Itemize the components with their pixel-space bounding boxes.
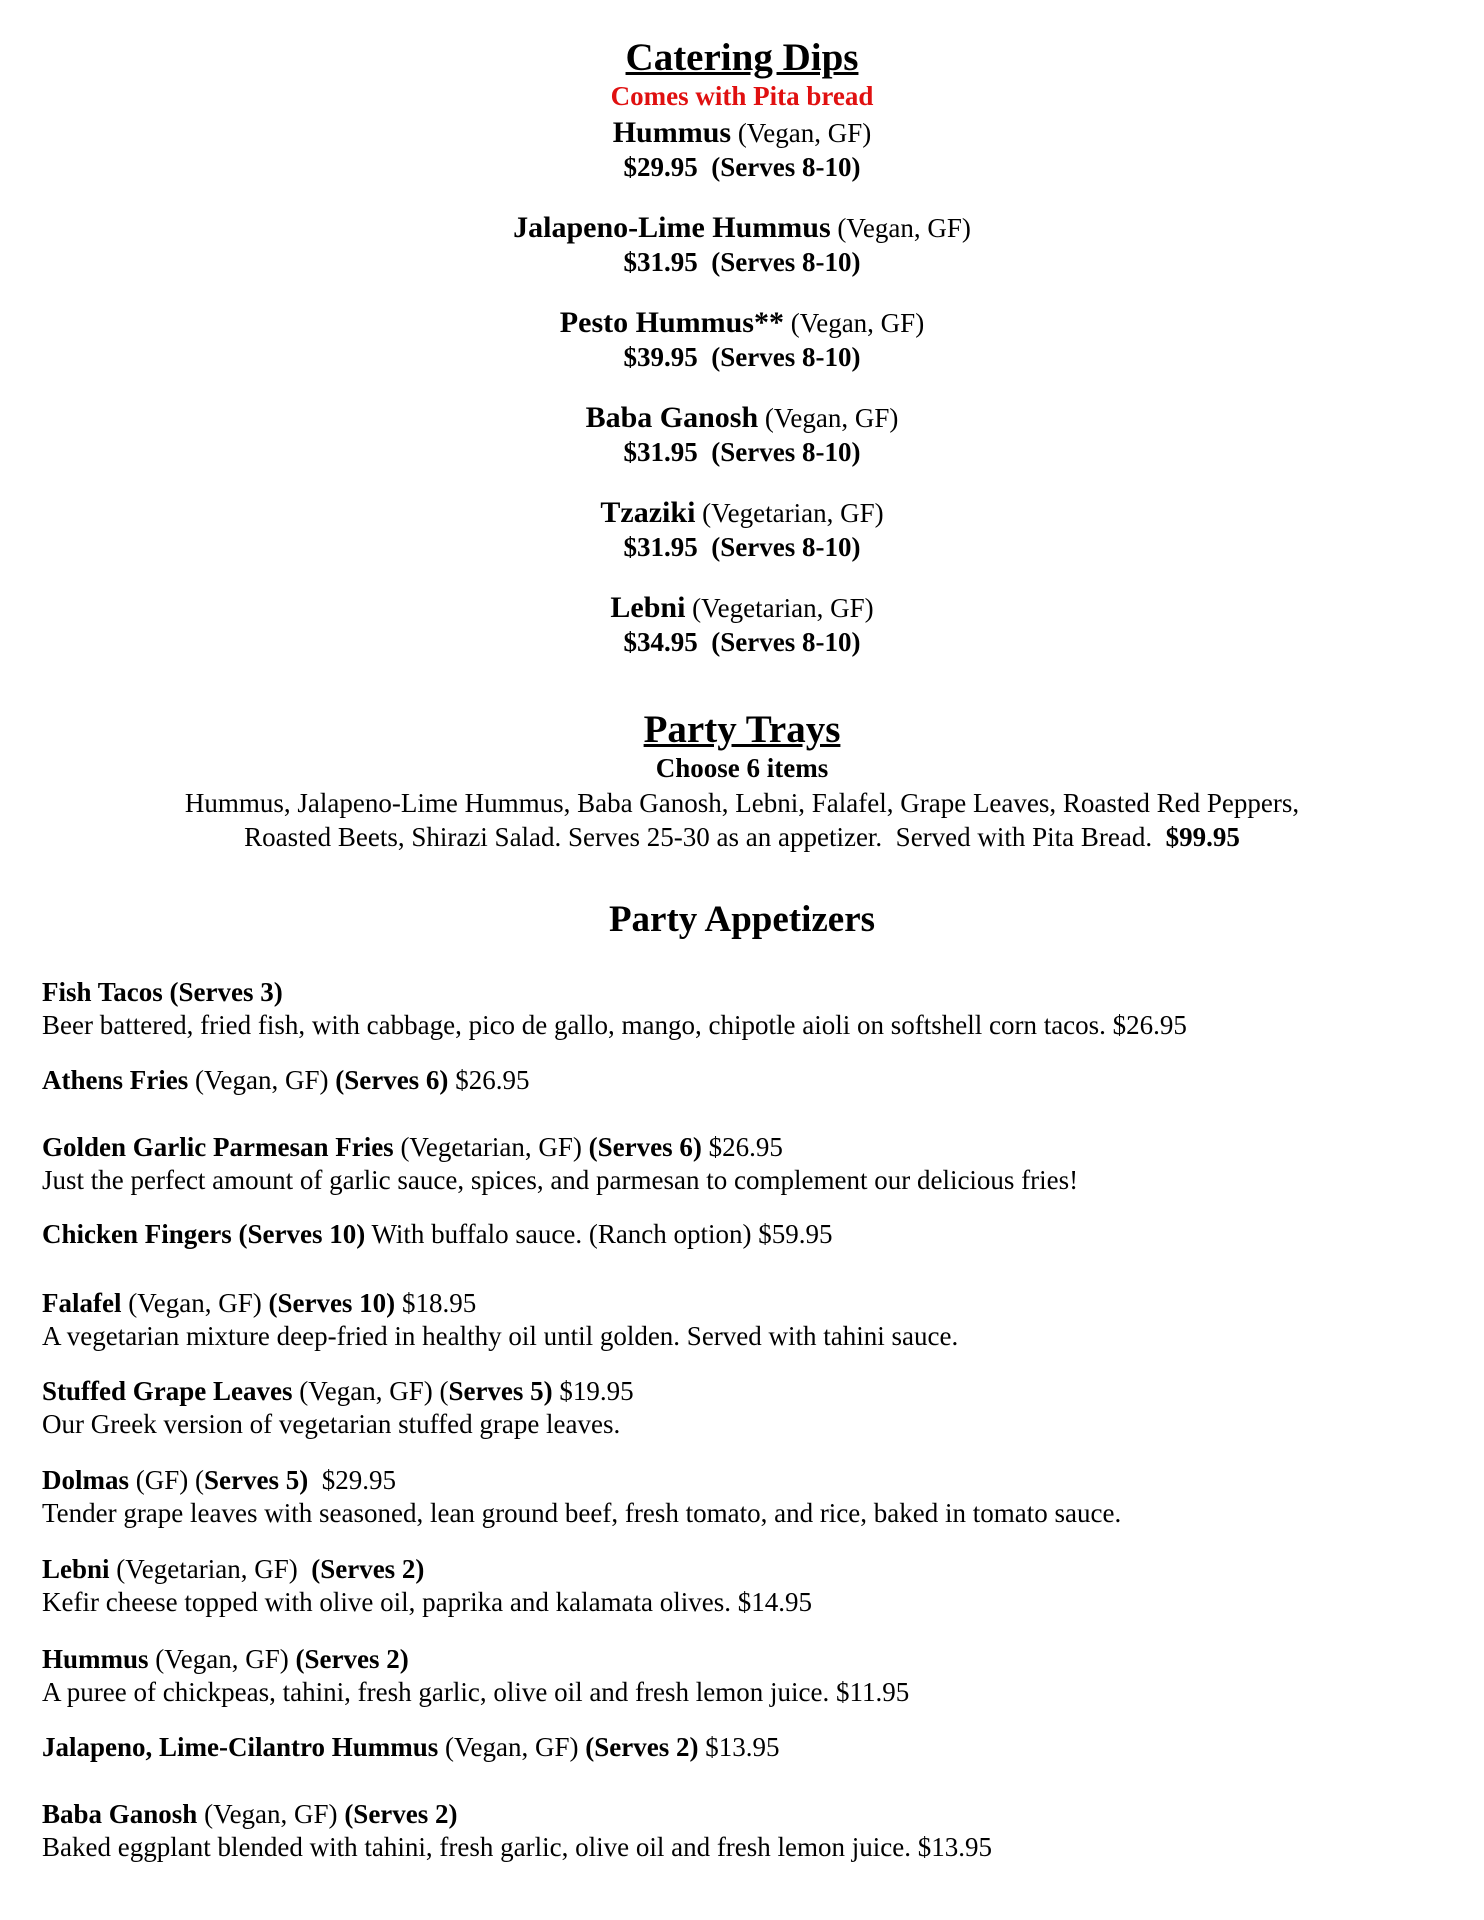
- appetizer-heading: [42, 1464, 1442, 1497]
- appetizer-description: Kefir cheese topped with olive oil, paprika and kalamata olives. $14.95: [42, 1587, 813, 1617]
- appetizer-item: [42, 1064, 1442, 1097]
- party-trays-subtitle: Choose 6 items: [655, 753, 829, 783]
- appetizer-item: [42, 1643, 1442, 1709]
- appetizer-description: Our Greek version of vegetarian stuffed grape leaves.: [42, 1409, 621, 1439]
- dip-name: Tzaziki: [600, 496, 696, 529]
- appetizer-heading-text: $13.95: [698, 1732, 780, 1762]
- appetizer-item: [42, 1131, 1442, 1197]
- appetizer-description: Beer battered, fried fish, with cabbage, pico de gallo, mango, chipotle aioli on softshell corn tacos. $26.95: [42, 1010, 1187, 1040]
- dip-name-line: [0, 400, 1484, 436]
- appetizer-heading-bold: Dolmas: [42, 1465, 129, 1495]
- appetizer-heading-bold: Hummus: [42, 1644, 149, 1674]
- dip-item: [0, 495, 1484, 563]
- party-trays-description: [120, 786, 1364, 854]
- appetizer-heading-bold: Serves 5): [448, 1376, 553, 1406]
- appetizer-heading-text: (Vegan, GF): [197, 1799, 345, 1829]
- appetizer-description: Just the perfect amount of garlic sauce, spices, and parmesan to complement our delicious fries!: [42, 1165, 1079, 1195]
- dip-name: Hummus: [612, 116, 732, 149]
- appetizer-heading-text: (Vegan, GF): [148, 1644, 296, 1674]
- dip-name-line: [0, 590, 1484, 626]
- appetizer-heading-bold: (Serves 2): [585, 1732, 699, 1762]
- dip-name-line: [0, 210, 1484, 246]
- dip-item: [0, 400, 1484, 468]
- appetizer-heading: [42, 1131, 1442, 1164]
- appetizer-heading-text: (Vegetarian, GF): [109, 1554, 312, 1584]
- appetizer-heading: [42, 1287, 1442, 1320]
- appetizer-heading-bold: (Serves 2): [344, 1799, 458, 1829]
- appetizer-heading-text: (Vegan, GF): [121, 1288, 269, 1318]
- dip-name: Baba Ganosh: [585, 401, 759, 434]
- appetizer-item: [42, 1731, 1442, 1764]
- appetizer-heading: [42, 1643, 1442, 1676]
- appetizer-item: [42, 1464, 1442, 1530]
- appetizer-heading-bold: Falafel: [42, 1288, 122, 1318]
- appetizer-heading-bold: Fish Tacos (Serves 3): [42, 977, 283, 1007]
- appetizer-item: [42, 1798, 1442, 1864]
- dip-price: $31.95 (Serves 8-10): [623, 532, 861, 562]
- dip-price: $31.95 (Serves 8-10): [623, 247, 861, 277]
- appetizer-item: [42, 976, 1442, 1042]
- dip-name-line: [0, 115, 1484, 151]
- dip-name: Jalapeno-Lime Hummus: [513, 211, 831, 244]
- appetizer-description: A puree of chickpeas, tahini, fresh garlic, olive oil and fresh lemon juice. $11.95: [42, 1677, 910, 1707]
- appetizer-heading: [42, 1375, 1442, 1408]
- dip-name-line: [0, 495, 1484, 531]
- appetizer-item: [42, 1553, 1442, 1619]
- dip-price: $34.95 (Serves 8-10): [623, 627, 861, 657]
- dip-name-line: [0, 305, 1484, 341]
- dip-price: $39.95 (Serves 8-10): [623, 342, 861, 372]
- appetizer-heading-bold: Lebni: [42, 1554, 110, 1584]
- dip-price: $31.95 (Serves 8-10): [623, 437, 861, 467]
- appetizer-heading-text: $19.95: [552, 1376, 634, 1406]
- appetizer-description: A vegetarian mixture deep-fried in healthy oil until golden. Served with tahini sauce.: [42, 1321, 959, 1351]
- dip-price: $29.95 (Serves 8-10): [623, 152, 861, 182]
- appetizer-heading-bold: (Serves 2): [295, 1644, 409, 1674]
- appetizer-heading-text: (Vegan, GF) (: [292, 1376, 449, 1406]
- appetizer-heading: [42, 1553, 1442, 1586]
- dip-tags: (Vegetarian, GF): [695, 498, 884, 528]
- appetizer-heading-bold: Golden Garlic Parmesan Fries: [42, 1132, 394, 1162]
- party-trays-title: Party Trays: [643, 708, 841, 751]
- appetizer-heading-text: (Vegan, GF): [438, 1732, 586, 1762]
- appetizer-item: [42, 1218, 1442, 1251]
- appetizer-heading-bold: (Serves 10): [268, 1288, 396, 1318]
- appetizer-heading-bold: Stuffed Grape Leaves: [42, 1376, 293, 1406]
- dip-tags: (Vegetarian, GF): [685, 593, 874, 623]
- appetizer-heading-bold: Jalapeno, Lime-Cilantro Hummus: [42, 1732, 439, 1762]
- party-trays-price: $99.95: [1165, 822, 1240, 852]
- catering-dips-title: Catering Dips: [625, 36, 859, 79]
- dip-item: [0, 305, 1484, 373]
- appetizer-heading-text: $26.95: [701, 1132, 783, 1162]
- party-trays-description-line2: [120, 820, 1364, 854]
- appetizer-heading: [42, 1731, 1442, 1764]
- appetizer-heading: [42, 1064, 1442, 1097]
- party-trays-description-text: Roasted Beets, Shirazi Salad. Serves 25-30 as an appetizer. Served with Pita Bread.: [244, 822, 1166, 852]
- appetizer-heading-text: $18.95: [395, 1288, 477, 1318]
- appetizer-item: [42, 1375, 1442, 1441]
- dip-tags: (Vegan, GF): [731, 118, 872, 148]
- catering-dips-subtitle: Comes with Pita bread: [610, 81, 874, 111]
- dip-name: Pesto Hummus**: [559, 306, 784, 339]
- appetizer-heading: [42, 1218, 1442, 1251]
- appetizer-heading-text: (Vegetarian, GF): [393, 1132, 589, 1162]
- dip-tags: (Vegan, GF): [758, 403, 899, 433]
- appetizer-heading-bold: (Serves 2): [311, 1554, 425, 1584]
- dip-item: [0, 590, 1484, 658]
- appetizer-heading-text: With buffalo sauce. (Ranch option) $59.95: [365, 1219, 833, 1249]
- dip-tags: (Vegan, GF): [830, 213, 971, 243]
- appetizer-heading-text: $26.95: [448, 1065, 530, 1095]
- appetizer-description: Tender grape leaves with seasoned, lean ground beef, fresh tomato, and rice, baked in tomato sauce.: [42, 1498, 1122, 1528]
- appetizer-heading-text: (Vegan, GF): [188, 1065, 336, 1095]
- appetizer-heading: [42, 1798, 1442, 1831]
- appetizer-heading-bold: Serves 5): [204, 1465, 309, 1495]
- dip-name: Lebni: [610, 591, 686, 624]
- appetizer-heading-bold: Baba Ganosh: [42, 1799, 198, 1829]
- appetizer-heading-text: $29.95: [308, 1465, 396, 1495]
- party-trays-description-line1: Hummus, Jalapeno-Lime Hummus, Baba Ganosh, Lebni, Falafel, Grape Leaves, Roasted Red Peppers,: [184, 788, 1300, 818]
- appetizer-heading-bold: (Serves 6): [588, 1132, 702, 1162]
- appetizer-item: [42, 1287, 1442, 1353]
- dip-tags: (Vegan, GF): [783, 308, 925, 338]
- appetizer-description: Baked eggplant blended with tahini, fresh garlic, olive oil and fresh lemon juice. $13.95: [42, 1832, 992, 1862]
- appetizer-heading: [42, 976, 1442, 1009]
- dip-item: [0, 210, 1484, 278]
- dip-item: [0, 115, 1484, 183]
- appetizer-heading-bold: Athens Fries: [42, 1065, 189, 1095]
- appetizer-heading-bold: Chicken Fingers (Serves 10): [42, 1219, 366, 1249]
- party-appetizers-title: Party Appetizers: [608, 899, 876, 940]
- appetizer-heading-text: (GF) (: [129, 1465, 204, 1495]
- appetizer-heading-bold: (Serves 6): [335, 1065, 449, 1095]
